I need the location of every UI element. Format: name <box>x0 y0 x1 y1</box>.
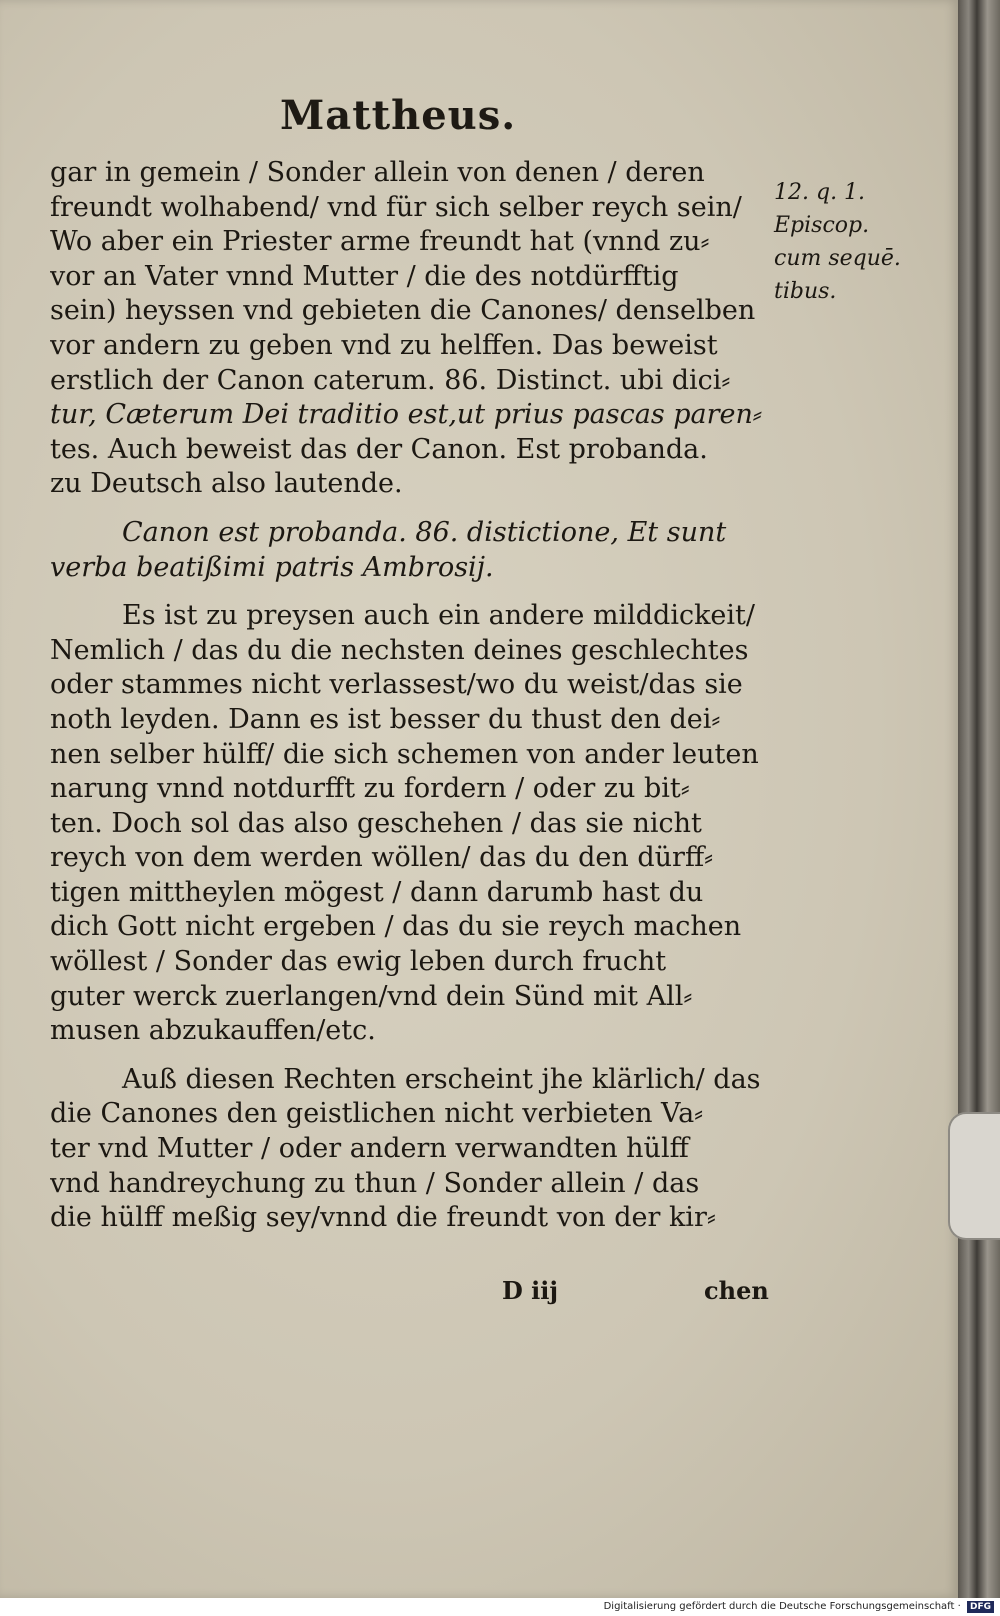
footer-bar <box>0 1598 1000 1616</box>
text-line: die Canones den geistlichen nicht verbieten Va⸗ <box>50 1098 704 1130</box>
text-line: die hülff meßig sey/vnnd die freundt von der kir⸗ <box>50 1202 716 1234</box>
text-line: wöllest / Sonder das ewig leben durch frucht <box>50 946 667 978</box>
marginal-note <box>774 176 914 308</box>
text-line: dich Gott nicht ergeben / das du sie reych machen <box>50 911 742 943</box>
running-head: Mattheus. <box>280 92 517 139</box>
text-line: Auß diesen Rechten erscheint jhe klärlich/ das <box>122 1063 761 1095</box>
text-line: ten. Doch sol das also geschehen / das sie nicht <box>50 807 702 839</box>
text-line: ter vnd Mutter / oder andern verwandten hülff <box>50 1133 689 1165</box>
margin-line: 12. q. 1. <box>774 180 866 205</box>
text-line: tigen mittheylen mögest / dann darumb hast du <box>50 876 704 908</box>
text-line: guter werck zuerlangen/vnd dein Sünd mit All⸗ <box>50 980 693 1012</box>
catchword: chen <box>704 1276 769 1305</box>
text-line: noth leyden. Dann es ist besser du thust den dei⸗ <box>50 703 721 735</box>
text-line: Nemlich / das du die nechsten deines geschlechtes <box>50 634 749 666</box>
text-line: Es ist zu preysen auch ein andere milddickeit/ <box>122 600 755 632</box>
text-line: nen selber hülff/ die sich schemen von ander leuten <box>50 738 759 770</box>
footer-text: Digitalisierung gefördert durch die Deutsche Forschungsgemeinschaft · <box>603 1601 961 1612</box>
paragraph-2 <box>50 516 770 585</box>
text-line: Canon est probanda. 86. distictione, Et sunt <box>122 516 727 548</box>
text-line: erstlich der Canon caterum. 86. Distinct. ubi dici⸗ <box>50 364 731 396</box>
text-line: tur, Cæterum Dei traditio est,ut prius pascas paren⸗ <box>50 399 762 431</box>
margin-line: Episcop. <box>774 213 870 238</box>
text-line: tes. Auch beweist das der Canon. Est probanda. <box>50 433 708 465</box>
dfg-logo: DFG <box>967 1601 994 1613</box>
margin-line: tibus. <box>774 279 837 304</box>
text-line: vor an Vater vnnd Mutter / die des notdürfftig <box>50 260 679 292</box>
paragraph-3 <box>50 599 770 1049</box>
signature-mark: D iij <box>502 1276 559 1305</box>
text-line: musen abzukauffen/etc. <box>50 1015 376 1047</box>
text-line: freundt wolhabend/ vnd für sich selber reych sein/ <box>50 191 742 223</box>
page-clip <box>948 1112 1000 1240</box>
main-text <box>50 156 770 1236</box>
text-line: verba beatißimi patris Ambrosij. <box>50 551 494 583</box>
text-line: reych von dem werden wöllen/ das du den dürff⸗ <box>50 842 714 874</box>
paragraph-1 <box>50 156 770 502</box>
book-spine <box>958 0 1000 1598</box>
text-line: vnd handreychung zu thun / Sonder allein / das <box>50 1167 700 1199</box>
text-line: sein) heyssen vnd gebieten die Canones/ denselben <box>50 295 756 327</box>
text-line: zu Deutsch also lautende. <box>50 468 403 500</box>
margin-line: cum sequē. <box>774 246 901 271</box>
text-line: narung vnnd notdurfft zu fordern / oder zu bit⸗ <box>50 773 690 805</box>
text-line: vor andern zu geben vnd zu helffen. Das beweist <box>50 329 718 361</box>
paragraph-4 <box>50 1063 770 1236</box>
text-line: gar in gemein / Sonder allein von denen / deren <box>50 157 705 188</box>
text-line: Wo aber ein Priester arme freundt hat (vnnd zu⸗ <box>50 226 710 258</box>
text-line: oder stammes nicht verlassest/wo du weist/das sie <box>50 669 743 701</box>
